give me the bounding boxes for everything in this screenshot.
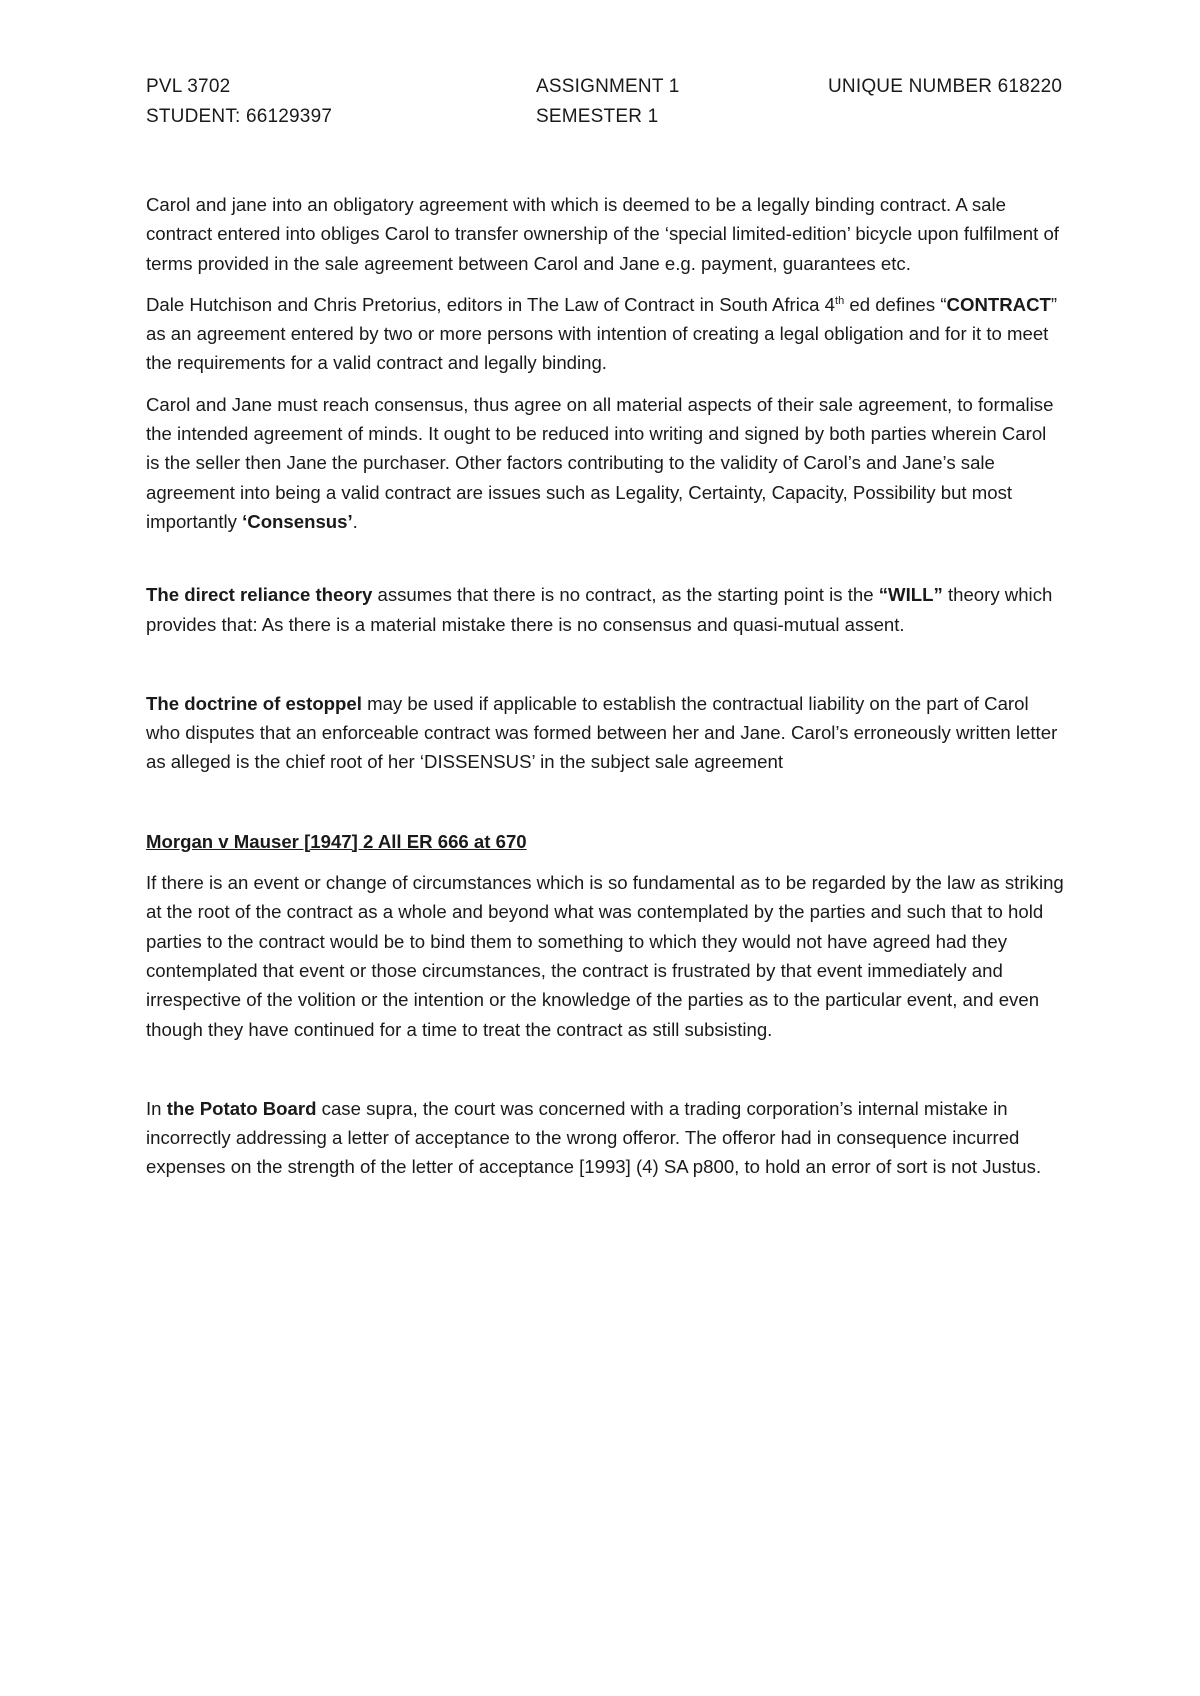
header-center [536,72,680,132]
bold-term: ‘Consensus’ [242,510,353,532]
paragraph-direct-reliance [146,580,1064,639]
text-span: ” as an agreement entered by two or more persons with intention of creating a legal obligation and for it to meet the requirements for a valid contract and legally binding. [146,293,1058,374]
unique-number: UNIQUE NUMBER 618220 [828,76,1063,97]
course-code: PVL 3702 [146,76,231,97]
text-span: In [146,1097,167,1119]
text-span: Dale Hutchison and Chris Pretorius, editors in The Law of Contract in South Africa 4 [146,293,836,315]
header-left [146,72,332,132]
text-span: theory which provides that: As there is a material mistake there is no consensus and quasi-mutual assent. [146,584,1053,635]
bold-term: “WILL” [878,584,943,606]
text-span: ed defines “ [844,293,947,315]
document-body [146,190,1064,1194]
text-span: Carol and Jane must reach consensus, thus agree on all material aspects of their sale agreement, to formalise the intended agreement of minds. It ought to be reduced into writing and signed by both parties wherein Carol is the seller then Jane the purchaser. Other factors contributing to the validity of Carol’s and Jane’s sale agreement into being a valid contract are issues such as Legality, Certainty, Capacity, Possibility but most importantly [146,393,1054,532]
superscript: th [835,294,845,307]
case-heading: Morgan v Mauser [1947] 2 All ER 666 at 670 [146,830,527,852]
paragraph-contract-definition [146,290,1064,378]
text-span: may be used if applicable to establish the contractual liability on the part of Carol who disputes that an enforceable contract was formed between her and Jane. Carol’s erroneously written letter as alleged is the chief root of her ‘DISSENSUS’ in the subject sale agreement [146,692,1058,773]
text-span: . [352,510,358,532]
bold-term: The direct reliance theory [146,584,373,606]
semester-label: SEMESTER 1 [536,106,659,127]
paragraph-potato-board [146,1094,1064,1182]
bold-term: the Potato Board [166,1097,317,1119]
assignment-label: ASSIGNMENT 1 [536,76,680,97]
paragraph-consensus [146,390,1064,536]
paragraph-intro: Carol and jane into an obligatory agreement with which is deemed to be a legally binding contract. A sale contract entered into obliges Carol to transfer ownership of the ‘special limited-edition’ bicycle upon fulfilment of terms provided in the sale agreement between Carol and Jane e.g. payment, guarantees etc. [146,194,1059,274]
bold-term: CONTRACT [946,293,1051,315]
text-span: case supra, the court was concerned with a trading corporation’s internal mistake in incorrectly addressing a letter of acceptance to the wrong offeror. The offeror had in consequence incurred expenses on the strength of the letter of acceptance [1993] (4) SA p800, to hold an error of sort is not Justus. [146,1097,1042,1178]
text-span: assumes that there is no contract, as the starting point is the [372,584,879,606]
student-number: STUDENT: 66129397 [146,106,333,127]
paragraph-estoppel [146,689,1064,777]
bold-term: The doctrine of estoppel [146,692,362,714]
header-right [828,72,1062,102]
paragraph-morgan-quote: If there is an event or change of circumstances which is so fundamental as to be regarded by the law as striking at the root of the contract as a whole and beyond what was contemplated by the parties and such that to hold parties to the contract would be to bind them to something to which they would not have agreed had they contemplated that event or those circumstances, the contract is frustrated by that event immediately and irrespective of the volition or the intention or the knowledge of the parties as to the particular event, and even though they have continued for a time to treat the contract as still subsisting. [146,872,1064,1040]
